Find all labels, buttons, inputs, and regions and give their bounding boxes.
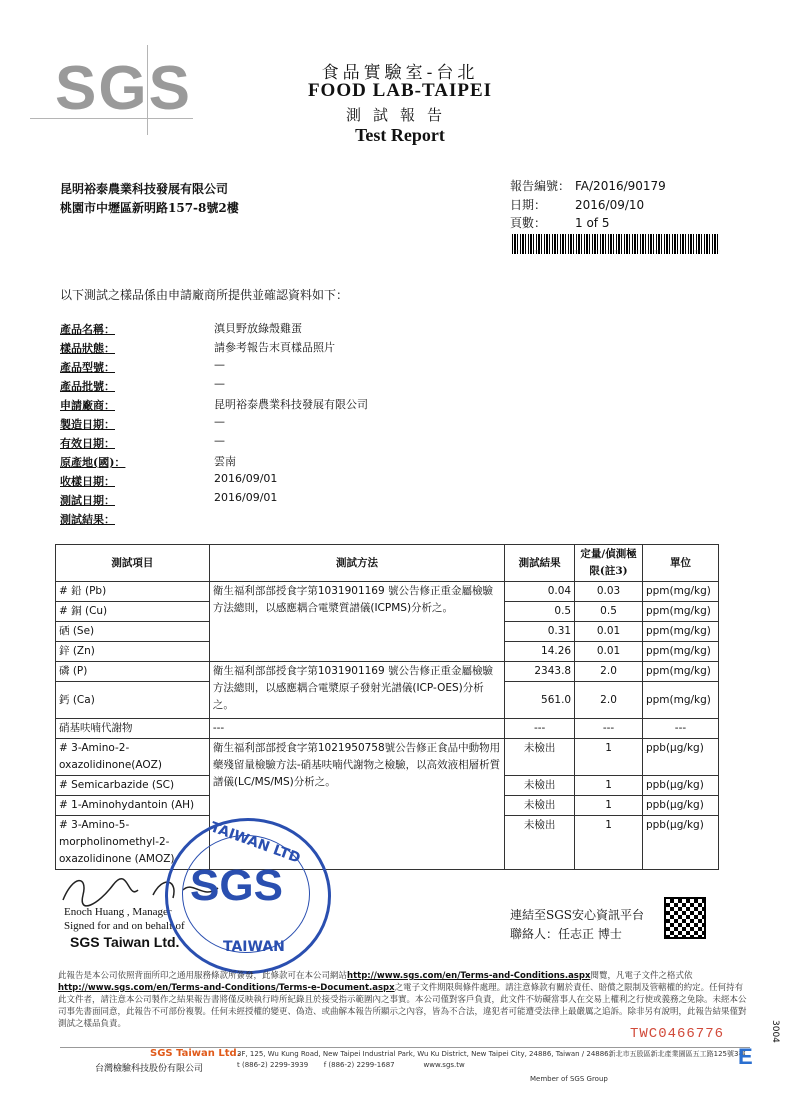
header-test-item: 測試項目 xyxy=(56,545,210,582)
field-label: 有效日期： xyxy=(60,437,115,450)
test-limit: --- xyxy=(575,719,643,739)
table-row xyxy=(56,582,719,602)
test-item: 硝基呋喃代謝物 xyxy=(56,719,210,739)
disclaimer-text: 閱覽，凡電子文件之格式依 xyxy=(590,971,693,981)
serial-number: TWC0466776 xyxy=(630,1026,725,1042)
results-table xyxy=(55,544,719,870)
field-value: — xyxy=(214,434,225,447)
test-item: # 1-Aminohydantoin (AH) xyxy=(56,796,210,816)
report-number-row xyxy=(510,177,666,194)
report-number-label: 報告編號： xyxy=(510,179,571,193)
field-label: 測試結果： xyxy=(60,513,115,526)
test-result: 0.31 xyxy=(505,622,575,642)
test-method: 衛生福利部部授食字第1031901169 號公告修正重金屬檢驗方法總則，以感應耦合電漿質譜儀(ICPMS)分析之。 xyxy=(209,582,504,662)
test-item: 磷 (P) xyxy=(56,662,210,682)
test-result: 2343.8 xyxy=(505,662,575,682)
field-label: 樣品狀態： xyxy=(60,342,115,355)
page-count-label: 頁數： xyxy=(510,216,547,230)
seal-bottom-text: TAIWAN xyxy=(223,939,285,955)
field-value: 昆明裕泰農業科技發展有限公司 xyxy=(214,398,368,411)
contact-platform-text: 連結至SGS安心資訊平台 xyxy=(510,908,645,922)
header-limit: 定量/偵測極限(註3) xyxy=(575,545,643,582)
test-result: 未檢出 xyxy=(505,796,575,816)
report-date-value: 2016/09/10 xyxy=(575,198,645,212)
test-item: # Semicarbazide (SC) xyxy=(56,776,210,796)
test-item: 硒 (Se) xyxy=(56,622,210,642)
header-result: 測試結果 xyxy=(505,545,575,582)
contact-person-text: 聯絡人：任志正 博士 xyxy=(510,927,622,941)
test-unit: ppb(μg/kg) xyxy=(642,739,718,776)
side-number: 3004 xyxy=(770,1020,780,1043)
test-unit: ppb(μg/kg) xyxy=(642,816,718,870)
page-count-row xyxy=(510,214,609,231)
footer-web[interactable]: www.sgs.tw xyxy=(423,1061,465,1069)
test-item: # 3-Amino-2-oxazolidinone(AOZ) xyxy=(56,739,210,776)
test-item: 鋅 (Zn) xyxy=(56,642,210,662)
client-name: 昆明裕泰農業科技發展有限公司 xyxy=(60,182,229,196)
test-result: 0.5 xyxy=(505,602,575,622)
test-item: # 鉛 (Pb) xyxy=(56,582,210,602)
report-number-value: FA/2016/90179 xyxy=(575,179,666,193)
footer-fax: f (886-2) 2299-1687 xyxy=(323,1061,395,1069)
test-result: 未檢出 xyxy=(505,816,575,870)
test-limit: 2.0 xyxy=(575,662,643,682)
table-header-row xyxy=(56,545,719,582)
field-label: 原產地(國)： xyxy=(60,456,126,469)
field-value: 雲南 xyxy=(214,455,236,468)
header-test-method: 測試方法 xyxy=(209,545,504,582)
test-unit: ppm(mg/kg) xyxy=(642,642,718,662)
edition-mark: E xyxy=(738,1044,753,1069)
report-date-row xyxy=(510,196,644,213)
report-title-en: Test Report xyxy=(355,125,445,145)
barcode xyxy=(512,234,720,254)
test-result: 14.26 xyxy=(505,642,575,662)
test-limit: 0.03 xyxy=(575,582,643,602)
test-unit: --- xyxy=(642,719,718,739)
footer-company-en: SGS Taiwan Ltd. xyxy=(150,1048,241,1059)
disclaimer-text: 之電子文件期限與條件處理。請注意條款有關於責任、賠償之限制及管轄權的約定。任何持有此文件者，請注意本公司製作之結果報告書將僅反映執行時所紀錄且於接受指示範圍內之事實。本公司僅對客戶負責，此文件不妨礙當事人在交易上權利之行使或義務之免除。未經本公司事先書面同意，此報告不可部份複製。任何未經授權的變更、偽造、或曲解本報告所顯示之內容，皆為不合法，違犯者可能遭受法律上最嚴厲之追訴。除非另有說明，此報告結果僅對測試之樣品負責。 xyxy=(58,983,747,1029)
test-limit: 1 xyxy=(575,776,643,796)
field-label: 測試日期： xyxy=(60,494,115,507)
field-label: 申請廠商： xyxy=(60,399,115,412)
field-value: 2016/09/01 xyxy=(214,491,278,504)
footer-address: 3F, 125, Wu Kung Road, New Taipei Industrial Park, Wu Ku District, New Taipei City, 24886, Taiwan / 24886新北市五股區新北產業園區五工路125號3樓 xyxy=(237,1050,746,1058)
field-value: 2016/09/01 xyxy=(214,472,278,485)
test-limit: 1 xyxy=(575,796,643,816)
lab-name-zh: 食品實驗室-台北 xyxy=(321,63,479,83)
test-unit: ppm(mg/kg) xyxy=(642,582,718,602)
seal-center-text: SGS xyxy=(190,861,283,910)
field-value: — xyxy=(214,415,225,428)
table-row xyxy=(56,739,719,776)
test-limit: 0.5 xyxy=(575,602,643,622)
test-result: 未檢出 xyxy=(505,739,575,776)
sgs-logo: SGS xyxy=(55,54,192,123)
field-label: 產品型號： xyxy=(60,361,115,374)
field-label: 產品批號： xyxy=(60,380,115,393)
signer-name: Enoch Huang , Manager xyxy=(64,906,172,918)
intro-text: 以下測試之樣品係由申請廠商所提供並確認資料如下： xyxy=(60,288,349,302)
header-unit: 單位 xyxy=(642,545,718,582)
client-address: 桃園市中壢區新明路157-8號2樓 xyxy=(60,201,239,215)
test-method: 衛生福利部部授食字第1031901169 號公告修正重金屬檢驗方法總則，以感應耦合電漿原子發射光譜儀(ICP-OES)分析之。 xyxy=(209,662,504,719)
footer-member: Member of SGS Group xyxy=(530,1075,608,1083)
test-limit: 1 xyxy=(575,739,643,776)
signing-company: SGS Taiwan Ltd. xyxy=(70,934,180,950)
field-label: 收樣日期： xyxy=(60,475,115,488)
test-unit: ppm(mg/kg) xyxy=(642,602,718,622)
terms-link[interactable]: http://www.sgs.com/en/Terms-and-Conditions.aspx xyxy=(347,971,591,981)
test-result: 0.04 xyxy=(505,582,575,602)
test-item: # 3-Amino-5-morpholinomethyl-2-oxazolidinone (AMOZ) xyxy=(56,816,210,870)
footer-contact xyxy=(237,1061,465,1069)
test-limit: 0.01 xyxy=(575,642,643,662)
field-value: 滇貝野放綠殼雞蛋 xyxy=(214,322,302,335)
field-value: 請參考報告末頁樣品照片 xyxy=(214,341,335,354)
test-result: 未檢出 xyxy=(505,776,575,796)
field-label: 產品名稱： xyxy=(60,323,115,336)
test-result: 561.0 xyxy=(505,682,575,719)
test-unit: ppm(mg/kg) xyxy=(642,622,718,642)
field-label: 製造日期： xyxy=(60,418,115,431)
disclaimer-text: 此報告是本公司依照背面所印之通用服務條款所簽發，此條款可在本公司網站 xyxy=(58,971,348,981)
field-value: — xyxy=(214,358,225,371)
table-row xyxy=(56,662,719,682)
report-date-label: 日期： xyxy=(510,198,547,212)
test-result: --- xyxy=(505,719,575,739)
company-seal xyxy=(165,818,331,974)
field-value: — xyxy=(214,377,225,390)
test-method: 衛生福利部部授食字第1021950758號公告修正食品中動物用藥殘留量檢驗方法-硝基呋喃代謝物之檢驗，以高效液相層析質譜儀(LC/MS/MS)分析之。 xyxy=(209,739,504,870)
test-limit: 0.01 xyxy=(575,622,643,642)
test-unit: ppm(mg/kg) xyxy=(642,682,718,719)
page-count-value: 1 of 5 xyxy=(575,216,610,230)
footer-company-zh: 台灣檢驗科技股份有限公司 xyxy=(95,1064,204,1074)
test-item: 鈣 (Ca) xyxy=(56,682,210,719)
test-unit: ppb(μg/kg) xyxy=(642,776,718,796)
qr-code[interactable] xyxy=(664,897,706,939)
report-title-zh: 測試報告 xyxy=(345,106,454,124)
test-unit: ppb(μg/kg) xyxy=(642,796,718,816)
disclaimer xyxy=(58,970,748,1030)
footer-phone: t (886-2) 2299-3939 xyxy=(237,1061,309,1069)
test-method: --- xyxy=(209,719,504,739)
test-limit: 2.0 xyxy=(575,682,643,719)
lab-name-en: FOOD LAB-TAIPEI xyxy=(307,80,493,101)
terms-e-document-link[interactable]: http://www.sgs.com/en/Terms-and-Conditions/Terms-e-Document.aspx xyxy=(58,983,395,993)
test-limit: 1 xyxy=(575,816,643,870)
test-item: # 銅 (Cu) xyxy=(56,602,210,622)
seal-top-text: TAIWAN LTD xyxy=(208,819,303,867)
table-row xyxy=(56,719,719,739)
signed-for-text: Signed for and on behalf of xyxy=(64,920,185,932)
test-unit: ppm(mg/kg) xyxy=(642,662,718,682)
